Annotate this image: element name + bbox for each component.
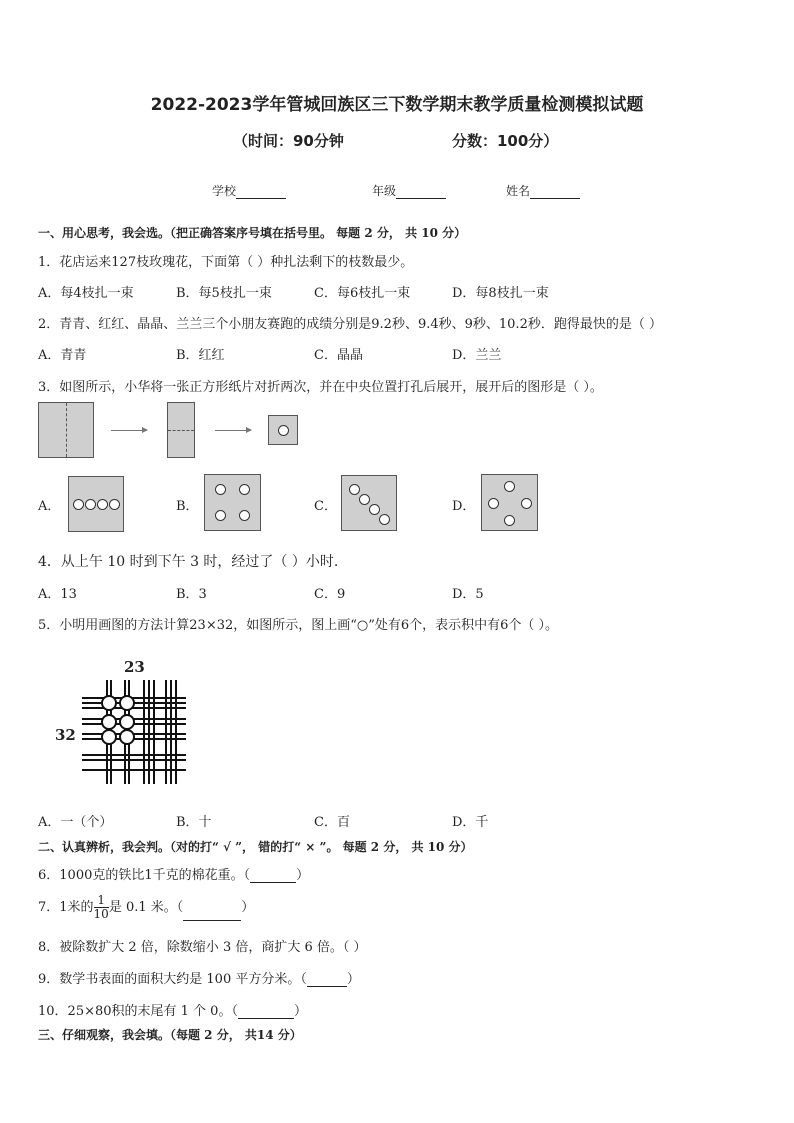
fold-line [66,403,67,457]
question-1: 1．花店运来127枝玫瑰花，下面第（ ）种扎法剩下的枝数最少。 [38,255,414,270]
quarter-square [268,415,298,445]
hole [359,494,370,505]
arrow-icon [111,430,147,431]
question-3: 3．如图所示，小华将一张正方形纸片对折两次，并在中央位置打孔后展开，展开后的图形是（ ）。 [38,380,603,395]
q1-option-c[interactable]: C．每6枝扎一束 [314,286,411,301]
q2-option-b[interactable]: B．红红 [176,348,225,363]
fraction-numerator: 1 [94,894,109,908]
hole [521,498,532,509]
question-4: 4．从上午 10 时到下午 3 时，经过了（ ）小时. [38,554,339,570]
q3-option-d-figure[interactable] [481,474,538,531]
q4-option-b[interactable]: B．3 [176,587,207,602]
section-2-heading: 二、认真辨析，我会判。（对的打“ √ ”， 错的打“ × ”。 每题 2 分， 共 10 分） [38,840,473,854]
section-3-heading: 三、仔细观察，我会填。（每题 2 分， 共14 分） [38,1028,302,1042]
school-blank[interactable] [236,198,286,199]
q7-answer-blank[interactable] [183,920,241,921]
half-folded-rect [167,402,195,458]
school-label: 学校 [212,184,237,198]
q3-option-a-figure[interactable] [68,476,124,532]
q2-option-d[interactable]: D．兰兰 [452,348,502,363]
q7-post: 是 0.1 米。（ [108,900,184,915]
q3-option-b-figure[interactable] [204,474,261,531]
hole [369,504,380,515]
hole [109,499,120,510]
question-7 [38,894,254,921]
grade-field [372,182,446,199]
q9-end: ） [346,972,360,987]
q3-option-c-label[interactable]: C． [314,499,337,514]
name-blank[interactable] [530,198,580,199]
question-5: 5．小明用画图的方法计算23×32，如图所示，图上画“○”处有6个，表示积中有6个（ ）。 [38,618,559,633]
q10-end: ） [293,1004,307,1019]
hole [504,515,515,526]
hole [239,510,250,521]
hole [85,499,96,510]
q9-text: 9．数学书表面的面积大约是 100 平方分米。（ [38,972,307,987]
multiplicand-label: 23 [124,658,145,676]
name-field [506,182,580,199]
fraction-denominator: 10 [93,907,109,921]
punched-hole [278,425,289,436]
question-2: 2．青青、红红、晶晶、兰兰三个小朋友赛跑的成绩分别是9.2秒、9.4秒、9秒、10.2秒．跑得最快的是（ ） [38,317,662,332]
q6-end: ） [296,868,310,883]
hole [349,484,360,495]
question-6 [38,864,309,883]
fraction [94,894,109,921]
q5-option-c[interactable]: C．百 [314,815,350,830]
hole [215,484,226,495]
grade-label: 年级 [372,184,397,198]
section-1-heading: 一、用心思考，我会选。（把正确答案序号填在括号里。 每题 2 分， 共 10 分） [38,226,467,240]
page-title: 2022-2023学年管城回族区三下数学期末教学质量检测模拟试题 [150,95,644,115]
q3-option-a-label[interactable]: A． [38,499,61,514]
hole [215,510,226,521]
q9-answer-blank[interactable] [307,986,347,987]
q1-option-b[interactable]: B．每5枝扎一束 [176,286,272,301]
q2-option-c[interactable]: C．晶晶 [314,348,363,363]
q7-end: ） [241,900,255,915]
line-multiplication-diagram [78,676,190,786]
q5-option-a[interactable]: A．一（个） [38,815,113,830]
q4-option-a[interactable]: A．13 [38,587,77,602]
q10-answer-blank[interactable] [238,1018,294,1019]
q7-pre: 7．1米的 [38,900,94,915]
multiplier-label: 32 [55,726,76,744]
arrow-icon [215,430,251,431]
hole [488,498,499,509]
grade-blank[interactable] [396,198,446,199]
hole [379,514,390,525]
question-10 [38,1000,307,1019]
hole [73,499,84,510]
q3-option-b-label[interactable]: B． [176,499,199,514]
question-9 [38,968,360,987]
q6-answer-blank[interactable] [250,882,296,883]
q3-option-d-label[interactable]: D． [452,499,476,514]
q2-option-a[interactable]: A．青青 [38,348,87,363]
hole [504,481,515,492]
score-label: 分数：100分） [452,132,559,150]
q1-option-d[interactable]: D．每8枝扎一束 [452,286,549,301]
q4-option-d[interactable]: D．5 [452,587,484,602]
q10-text: 10．25×80积的末尾有 1 个 0。（ [38,1004,238,1019]
school-field [212,182,286,199]
q3-option-c-figure[interactable] [341,475,397,531]
question-8: 8．被除数扩大 2 倍，除数缩小 3 倍，商扩大 6 倍。（ ） [38,940,367,955]
unfolded-square [38,402,94,458]
time-label: （时间：90分钟 [233,132,344,150]
q5-option-d[interactable]: D．千 [452,815,489,830]
fold-line [168,430,194,431]
q4-option-c[interactable]: C．9 [314,587,346,602]
name-label: 姓名 [506,184,531,198]
q5-option-b[interactable]: B．十 [176,815,212,830]
q1-option-a[interactable]: A．每4枝扎一束 [38,286,134,301]
hole [97,499,108,510]
hole [239,484,250,495]
q6-text: 6．1000克的铁比1千克的棉花重。（ [38,868,251,883]
